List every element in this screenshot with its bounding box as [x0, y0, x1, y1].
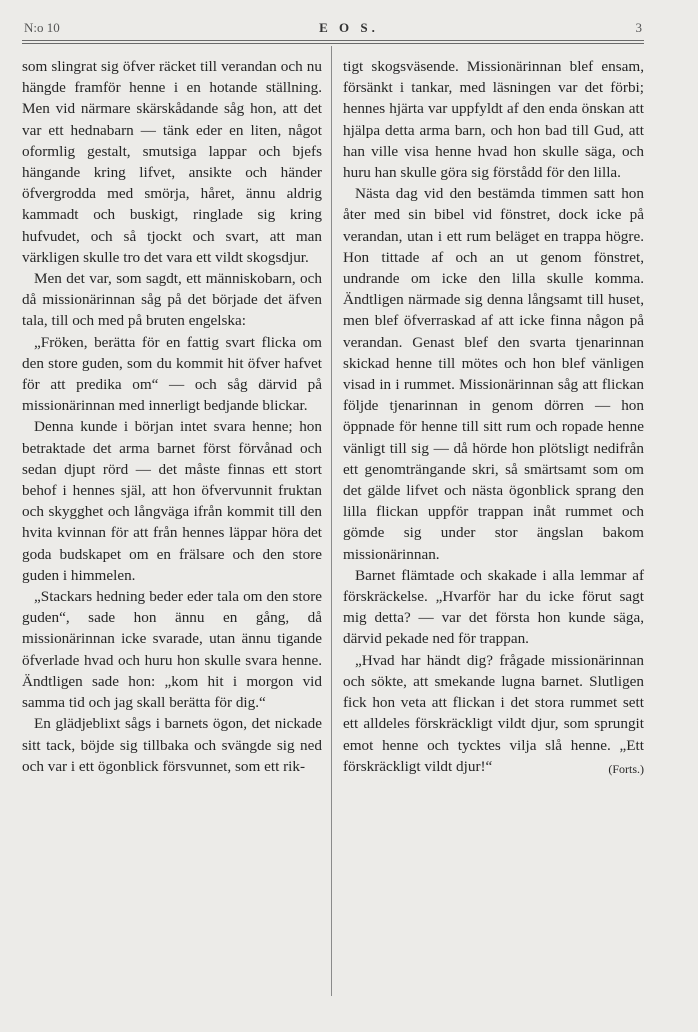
- paragraph: Nästa dag vid den bestämda timmen satt hon åter med sin bibel vid fönstret, dock icke på verandan, utan i ett rum beläget en trappa högre. Hon tittade af och an ut genom fönstret, undrande om icke den lilla skulle komma. Ändtligen närmade sig denna långsamt till huset, men blef öfverraskad af att icke finna någon på verandan. Genast blef den svarta tjenarinnan skickad henne till mötes och hon blef vänligen visad in i rummet. Missionärinnan såg att flickan följde tjenarinnan in genom dörren — hon öppnade för henne till sitt rum och ropade henne vänligt till sig — då hörde hon plötsligt nedifrån ett genomträngande skri, så smärtsamt som om det gälde lifvet och nästa ögonblick sprang den lilla flickan uppför trappan inåt rummet och gömde sig under stor ängslan bakom missionärinnan.: [343, 185, 644, 563]
- left-column: [22, 56, 322, 777]
- right-column: [343, 56, 644, 780]
- paragraph: tigt skogsväsende. Missionärinnan blef ensam, försänkt i tankar, med läsningen var det förbi; hennes hjärta var uppfyldt af den enda önskan att hjälpa detta arma barn, och hon bad till Gud, att han ville visa henne hvad hon skulle säga, och huru han skulle göra sig förstådd för den lilla.: [343, 58, 644, 182]
- paragraph: som slingrat sig öfver räcket till verandan och nu hängde framför henne i en hotande ställning. Men vid närmare skärskådande såg hon, att det var ett hednabarn — tänk eder en liten, något oformlig gestalt, smutsiga lappar och bjefs hängande kring lifvet, ansikte och händer öfvergrodda med smörja, håret, ännu aldrig kammadt och buskigt, ringlade sig kring hufvudet, och så tjockt och svart, att man värkligen skulle tro det vara ett vildt skogsdjur.: [22, 58, 322, 266]
- paragraph: En glädjeblixt sågs i barnets ögon, det nickade sitt tack, böjde sig tillbaka och svängde sig ned och var i ett ögonblick försvunnet, som ett rik-: [22, 715, 322, 775]
- paragraph: Barnet flämtade och skakade i alla lemmar af förskräckelse. „Hvarför har du icke förut sagt mig detta? — var det första hon kunde säga, därvid pekade ned för trappan.: [343, 566, 644, 648]
- column-divider: [331, 46, 332, 996]
- publication-title: E O S.: [319, 20, 379, 35]
- page-number: 3: [635, 20, 642, 35]
- paragraph: „Fröken, berätta för en fattig svart flicka om den store guden, som du kommit hit öfver hafvet för att predika om“ — och såg därvid på missionärinnan med innerligt bedjande blickar.: [22, 333, 322, 415]
- paragraph: [343, 650, 644, 777]
- page-header: [0, 18, 698, 40]
- continued-note: (Forts.): [608, 761, 644, 776]
- paragraph-text: „Hvad har händt dig? frågade missionärinnan och sökte, att smekande lugna barnet. Slutligen fick hon veta att flickan i det stora rummet sett ett alldeles förskräckligt vildt djur, som sprungit emot henne och tycktes vilja slå henne. „Ett förskräckligt vildt djur!“: [343, 651, 644, 775]
- header-rule: [22, 40, 644, 41]
- paragraph: Men det var, som sagdt, ett människobarn, och då missionärinnan såg på det började det äfven tala, till och med på bruten engelska:: [22, 270, 322, 330]
- paragraph: „Stackars hedning beder eder tala om den store guden“, sade hon ännu en gång, då missionärinnan icke svarade, utan ännu tigande öfverlade hvad och huru hon skulle svara henne. Ändtligen sade hon: „kom hit i morgon vid samma tid och jag skall berätta för dig.“: [22, 588, 322, 712]
- issue-number: N:o 10: [24, 20, 60, 35]
- header-rule-secondary: [22, 43, 644, 44]
- paragraph: Denna kunde i början intet svara henne; hon betraktade det arma barnet först förvånad och sedan djupt rörd — det måste finnas ett stort behof i hennes själ, att hon öfvervunnit fruktan och skygghet och långväga ifrån kommit till den hvita kvinnan för att från hennes läppar höra det goda budskapet om en frälsare och den store guden i himmelen.: [22, 418, 322, 584]
